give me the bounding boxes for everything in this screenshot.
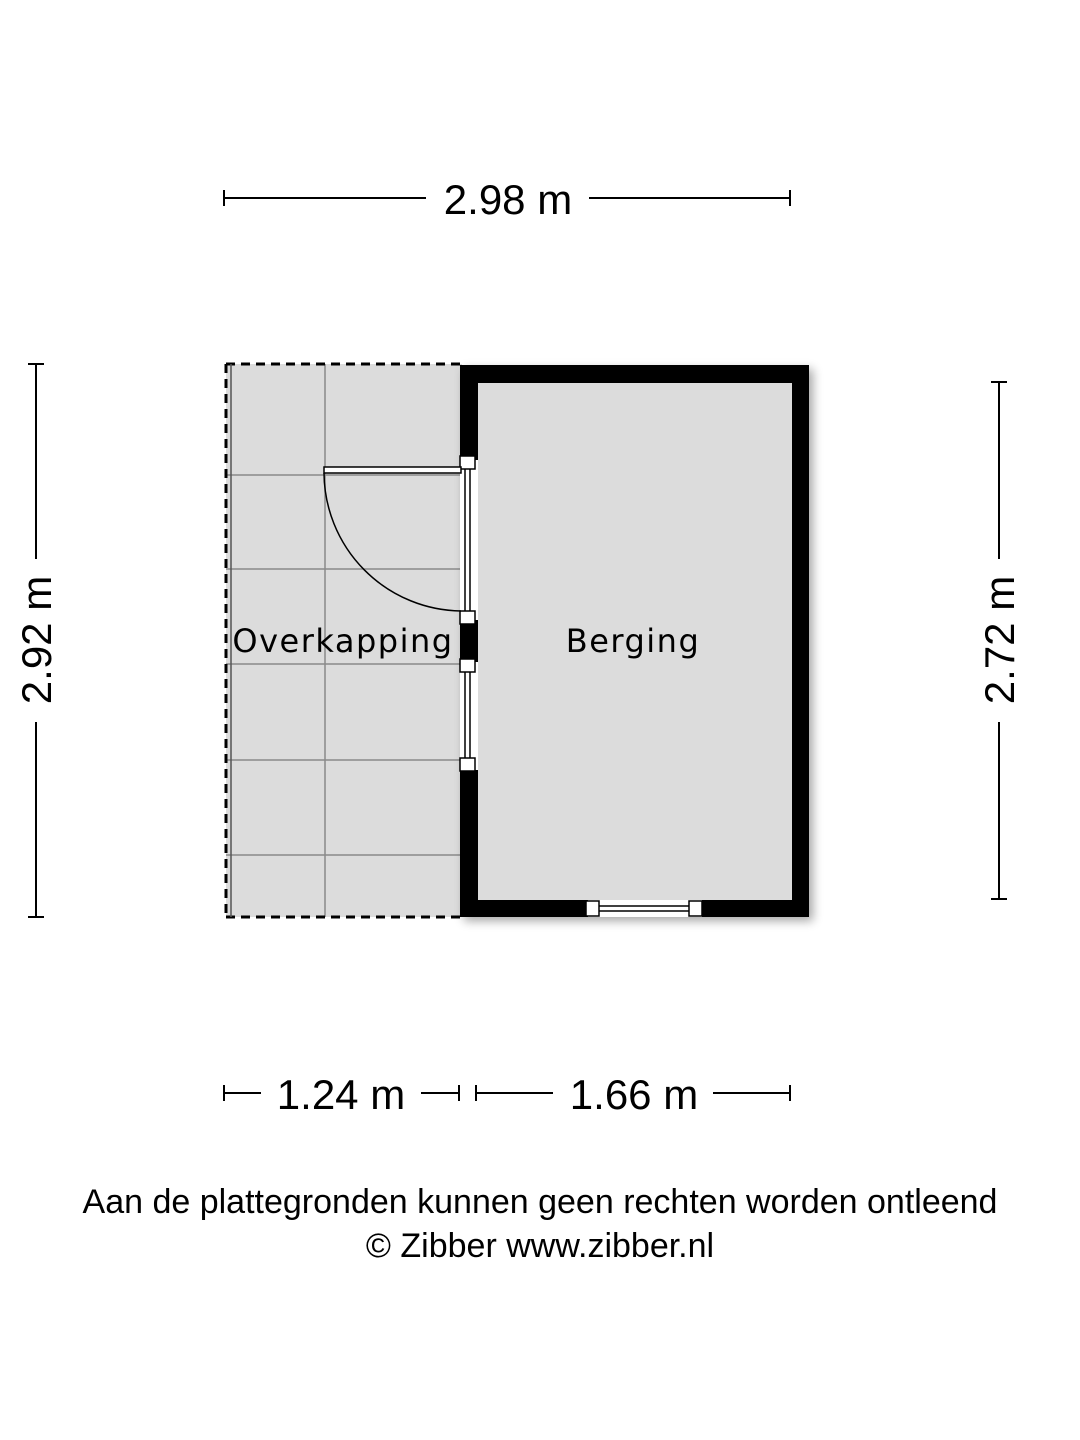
room-label-berging: Berging	[565, 622, 701, 660]
room-label-overkapping: Overkapping	[232, 622, 454, 660]
dimension-top-label: 2.98 m	[443, 176, 573, 223]
disclaimer-text: Aan de plattegronden kunnen geen rechten worden ontleend	[82, 1183, 998, 1221]
dimension-right-label: 2.72 m	[976, 575, 1023, 705]
dimension-bottom-left-label: 1.24 m	[276, 1071, 406, 1118]
dimension-bottom-right-label: 1.66 m	[569, 1071, 699, 1118]
dimension-left-label: 2.92 m	[13, 575, 60, 705]
copyright-text: © Zibber www.zibber.nl	[365, 1227, 715, 1265]
window-left-wall	[460, 659, 478, 771]
door-leaf	[324, 467, 461, 473]
window-bottom-wall	[586, 900, 702, 917]
